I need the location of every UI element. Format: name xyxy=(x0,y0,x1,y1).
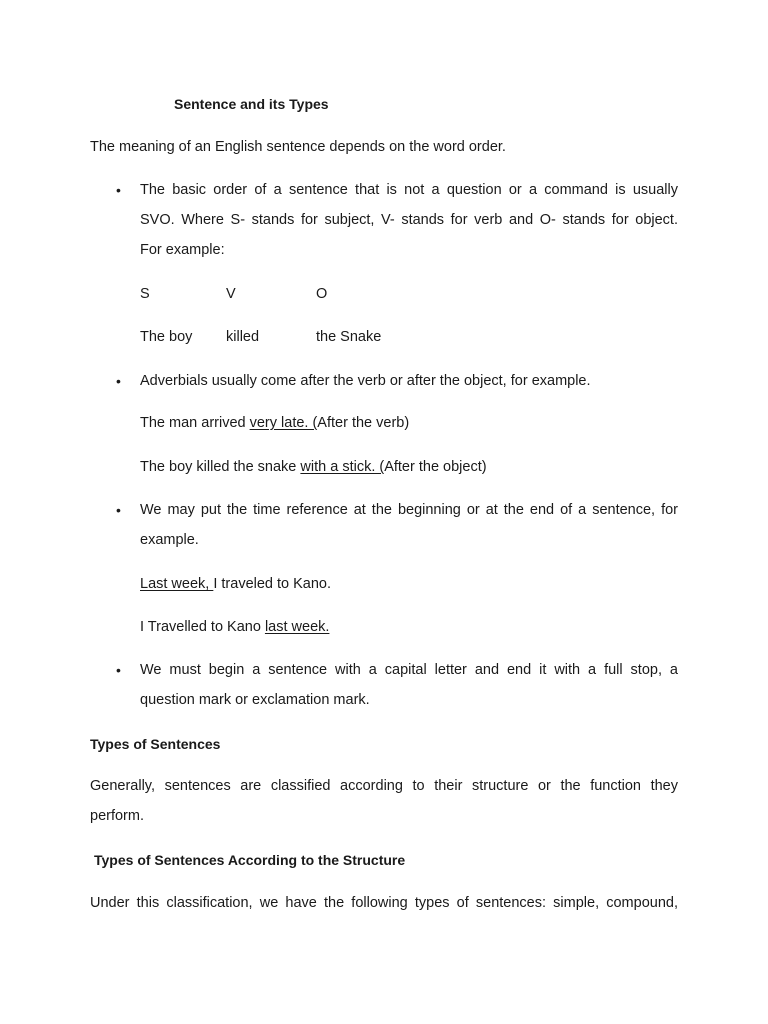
bullet-icon: • xyxy=(116,662,121,678)
bullet3-line2: example. xyxy=(140,532,199,548)
underlined-phrase: very late. ( xyxy=(249,415,318,431)
svo-header-o: O xyxy=(316,286,328,302)
bullet1-line3: For example: xyxy=(140,242,225,258)
page-title: Sentence and its Types xyxy=(174,96,329,112)
time-example-1 xyxy=(140,574,331,594)
example-text: The boy killed the snake xyxy=(140,459,301,475)
svo-header-s: S xyxy=(140,286,150,302)
svo-example-subject: The boy xyxy=(140,329,193,345)
types-paragraph-line2: perform. xyxy=(90,808,144,824)
adverbial-example-2 xyxy=(140,457,487,477)
bullet4-line1: We must begin a sentence with a capital letter and end it with a full stop, a xyxy=(140,662,678,678)
example-note: After the verb) xyxy=(317,415,410,431)
structure-paragraph-line1: Under this classification, we have the following types of sentences: simple, compound, xyxy=(90,895,678,911)
bullet-icon: • xyxy=(116,182,121,198)
bullet2-line1: Adverbials usually come after the verb or after the object, for example. xyxy=(140,373,591,389)
underlined-phrase: with a stick. ( xyxy=(300,459,385,475)
example-note: After the object) xyxy=(384,459,487,475)
example-text: I traveled to Kano. xyxy=(213,576,332,592)
section-heading-types: Types of Sentences xyxy=(90,736,221,752)
bullet3-line1: We may put the time reference at the beginning or at the end of a sentence, for xyxy=(140,502,678,518)
example-text: I Travelled to Kano xyxy=(140,619,265,635)
bullet4-line2: question mark or exclamation mark. xyxy=(140,692,370,708)
adverbial-example-1 xyxy=(140,413,409,433)
intro-paragraph: The meaning of an English sentence depends on the word order. xyxy=(90,139,506,155)
time-example-2 xyxy=(140,617,329,637)
bullet-icon: • xyxy=(116,502,121,518)
section-heading-structure: Types of Sentences According to the Structure xyxy=(94,852,406,868)
svo-example-object: the Snake xyxy=(316,329,382,345)
types-paragraph-line1: Generally, sentences are classified according to their structure or the function they xyxy=(90,778,678,794)
bullet-icon: • xyxy=(116,373,121,389)
example-text: The man arrived xyxy=(140,415,250,431)
svo-header-v: V xyxy=(226,286,236,302)
underlined-phrase: last week. xyxy=(264,619,330,635)
bullet1-line2: SVO. Where S- stands for subject, V- stands for verb and O- stands for object. xyxy=(140,212,678,228)
underlined-phrase: Last week, xyxy=(140,576,214,592)
bullet1-line1: The basic order of a sentence that is not a question or a command is usually xyxy=(140,182,678,198)
svo-example-verb: killed xyxy=(226,329,260,345)
